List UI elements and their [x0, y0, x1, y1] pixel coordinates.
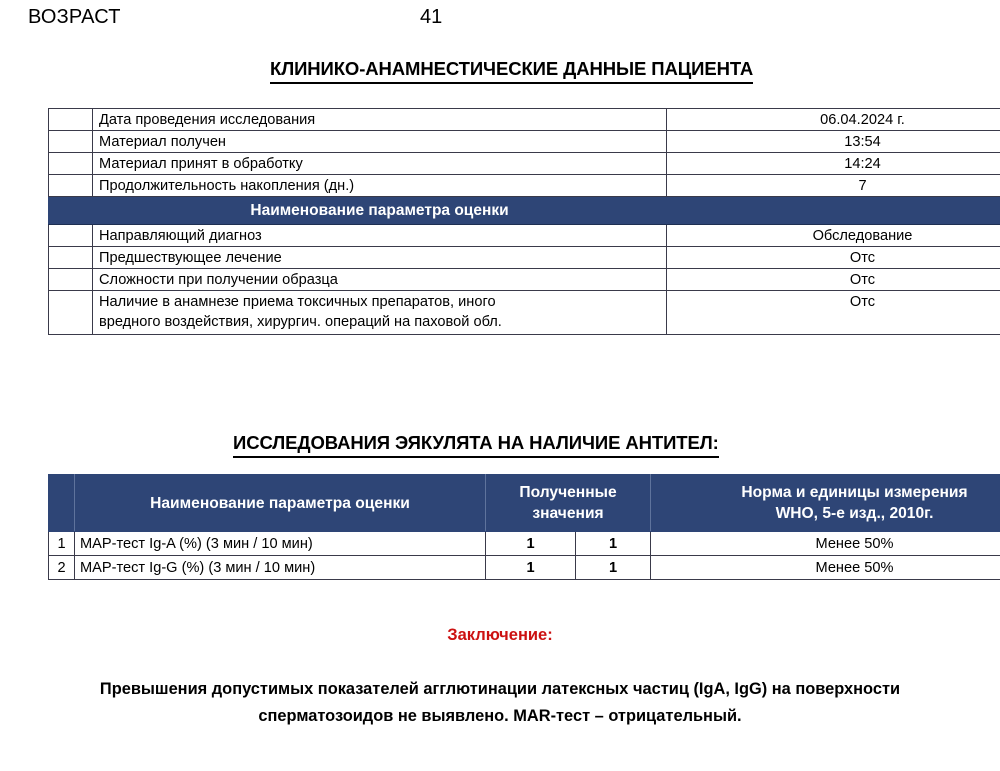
header-obtained-values	[486, 475, 651, 532]
row-index-cell	[49, 109, 93, 131]
conclusion-line2: поверхности сперматозоидов не выявлено. MAR-тест – отрицательный.	[258, 680, 901, 725]
table-header-row	[49, 475, 1000, 532]
antibodies-results-table	[48, 474, 1000, 580]
band-spacer-cell	[49, 197, 93, 225]
value-10min-cell: 1	[576, 532, 651, 556]
row-index-cell	[49, 225, 93, 247]
parameter-name-cell: Предшествующее лечение	[93, 247, 667, 269]
value-10min-cell: 1	[576, 556, 651, 580]
conclusion-text	[40, 676, 960, 730]
parameter-value-cell: Обследование	[667, 225, 1000, 247]
table-row	[49, 109, 1000, 131]
table-row	[49, 556, 1000, 580]
conclusion-heading: Заключение:	[447, 626, 553, 644]
band-spacer-cell	[667, 197, 1000, 225]
row-index-cell	[49, 131, 93, 153]
age-value: 41	[420, 6, 443, 28]
clinical-data-table	[48, 108, 1000, 335]
header-parameter-name: Наименование параметра оценки	[75, 475, 486, 532]
parameter-name-line2: вредного воздействия, хирургич. операций на паховой обл.	[99, 314, 502, 330]
parameter-value-cell: Отс	[667, 247, 1000, 269]
age-label: ВОЗРАСТ	[28, 6, 121, 28]
document-header	[0, 2, 1000, 36]
header-index-cell	[49, 475, 75, 532]
table-row	[49, 225, 1000, 247]
value-3min-cell: 1	[486, 556, 576, 580]
parameter-name-cell: Материал принят в обработку	[93, 153, 667, 175]
row-index-cell	[49, 153, 93, 175]
norm-cell: Менее 50%	[651, 532, 1000, 556]
row-index-cell	[49, 247, 93, 269]
header-obtained-values-line1: Полученные	[519, 484, 617, 501]
row-index-cell: 2	[49, 556, 75, 580]
row-index-cell	[49, 269, 93, 291]
parameter-value-cell: 7	[667, 175, 1000, 197]
clinical-section-title: КЛИНИКО-АНАМНЕСТИЧЕСКИЕ ДАННЫЕ ПАЦИЕНТА	[270, 58, 753, 84]
table-row	[49, 291, 1000, 335]
parameter-value-cell: Отс	[667, 291, 1000, 335]
table-row	[49, 532, 1000, 556]
parameter-name-cell	[93, 291, 667, 335]
parameter-name-cell: Продолжительность накопления (дн.)	[93, 175, 667, 197]
header-norm-line2: WHO, 5-е изд., 2010г.	[775, 505, 934, 522]
parameter-name-line1: Наличие в анамнезе приема токсичных препаратов, иного	[99, 294, 496, 310]
table-row	[49, 131, 1000, 153]
parameter-name-cell: Материал получен	[93, 131, 667, 153]
header-obtained-values-line2: значения	[532, 505, 604, 522]
parameter-name-cell: Направляющий диагноз	[93, 225, 667, 247]
band-label-cell: Наименование параметра оценки	[93, 197, 667, 225]
parameter-name-cell: Дата проведения исследования	[93, 109, 667, 131]
table-row	[49, 175, 1000, 197]
parameter-name-cell: Сложности при получении образца	[93, 269, 667, 291]
conclusion-line1: Превышения допустимых показателей агглютинации латексных частиц (IgA, IgG) на	[99, 680, 791, 698]
antibodies-section-title: ИССЛЕДОВАНИЯ ЭЯКУЛЯТА НА НАЛИЧИЕ АНТИТЕЛ:	[233, 432, 719, 458]
table-row	[49, 247, 1000, 269]
row-index-cell: 1	[49, 532, 75, 556]
header-norm-line1: Норма и единицы измерения	[741, 484, 968, 501]
parameter-value-cell: 14:24	[667, 153, 1000, 175]
row-index-cell	[49, 291, 93, 335]
parameter-value-cell: 13:54	[667, 131, 1000, 153]
norm-cell: Менее 50%	[651, 556, 1000, 580]
table-row	[49, 269, 1000, 291]
parameter-name-cell: MAP-тест Ig-G (%) (3 мин / 10 мин)	[75, 556, 486, 580]
section-band-row	[49, 197, 1000, 225]
table-row	[49, 153, 1000, 175]
value-3min-cell: 1	[486, 532, 576, 556]
header-norm-units	[651, 475, 1000, 532]
parameter-value-cell: Отс	[667, 269, 1000, 291]
parameter-value-cell: 06.04.2024 г.	[667, 109, 1000, 131]
parameter-name-cell: MAP-тест Ig-A (%) (3 мин / 10 мин)	[75, 532, 486, 556]
row-index-cell	[49, 175, 93, 197]
